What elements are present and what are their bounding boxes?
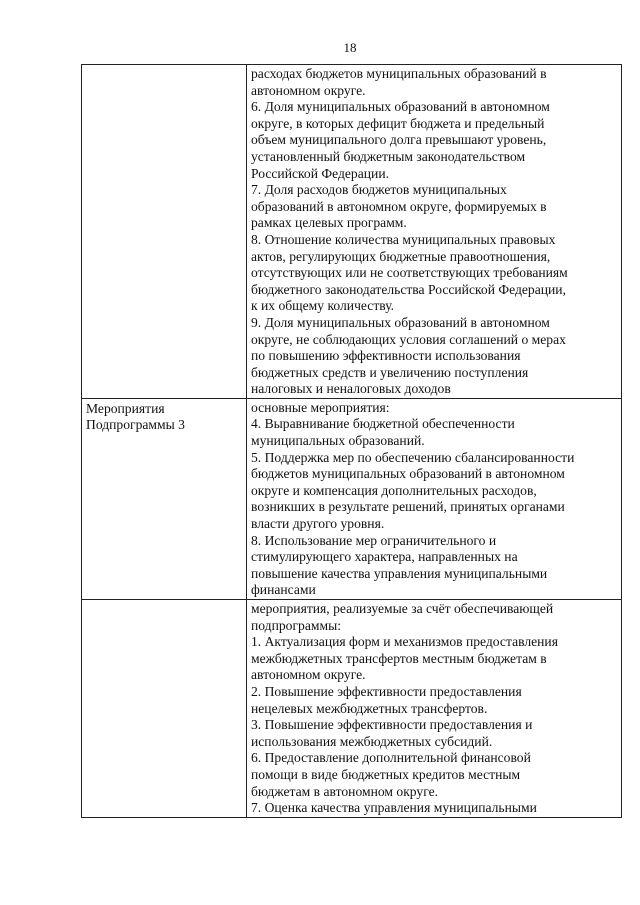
row-content-line: 2. Повышение эффективности предоставления [251, 683, 522, 699]
row-content-cell [247, 65, 622, 399]
row-label-cell [82, 600, 247, 818]
row-content-line: бюджетов муниципальных образований в автономном [251, 466, 565, 482]
row-content-line: бюджетного законодательства Российской Федерации, [251, 281, 566, 297]
row-content-line: 8. Использование мер ограничительного и [251, 532, 497, 548]
row-content-line: стимулирующего характера, направленных на [251, 549, 518, 565]
row-content-line: подпрограммы: [251, 617, 341, 633]
table-row [82, 65, 622, 399]
row-content-line: автономном округе. [251, 667, 366, 683]
row-label-cell [82, 398, 247, 599]
row-content-line: мероприятия, реализуемые за счёт обеспечивающей [251, 601, 554, 616]
row-content-line: межбюджетных трансфертов местным бюджетам в [251, 650, 547, 666]
row-content-line: округе, в которых дефицит бюджета и предельный [251, 115, 545, 131]
row-label-cell [82, 65, 247, 399]
row-content-line: рамках целевых программ. [251, 215, 407, 231]
row-content-line: 9. Доля муниципальных образований в автономном [251, 314, 550, 330]
row-content-line: 5. Поддержка мер по обеспечению сбалансированности [251, 449, 575, 465]
row-content-line: 8. Отношение количества муниципальных правовых [251, 231, 556, 247]
row-content-line: Российской Федерации. [251, 165, 389, 181]
row-content-line: округе, не соблюдающих условия соглашений о мерах [251, 331, 566, 347]
page-number: 18 [343, 40, 357, 55]
row-content-line: налоговых и неналоговых доходов [251, 381, 451, 397]
row-label-line: Мероприятия [86, 400, 165, 416]
row-content-line: бюджетных средств и увеличению поступления [251, 364, 529, 380]
table-row [82, 600, 622, 818]
row-content-line: 6. Предоставление дополнительной финансовой [251, 750, 531, 766]
row-content-line: расходах бюджетов муниципальных образований в [251, 66, 547, 81]
row-content-line: отсутствующих или не соответствующих требованиям [251, 265, 568, 281]
row-content-line: использования межбюджетных субсидий. [251, 733, 493, 749]
row-content-line: образований в автономном округе, формируемых в [251, 198, 547, 214]
table-body [82, 65, 622, 818]
row-content-line: актов, регулирующих бюджетные правоотношения, [251, 248, 551, 264]
row-content-line: муниципальных образований. [251, 433, 425, 449]
row-content-line: к их общему количеству. [251, 298, 395, 314]
row-content-line: 4. Выравнивание бюджетной обеспеченности [251, 416, 515, 432]
row-content-cell [247, 600, 622, 818]
row-content-line: установленный бюджетным законодательством [251, 148, 526, 164]
row-content-line: помощи в виде бюджетных кредитов местным [251, 766, 521, 782]
row-content-line: объем муниципального долга превышают уровень, [251, 132, 547, 148]
row-content-line: власти другого уровня. [251, 516, 385, 532]
row-content-line: 7. Оценка качества управления муниципальными [251, 800, 537, 816]
row-content-line: округе и компенсация дополнительных расходов, [251, 482, 537, 498]
row-content-line: по повышению эффективности использования [251, 348, 521, 364]
row-content-line: бюджетам в автономном округе. [251, 783, 439, 799]
row-content-line: возникших в результате решений, принятых органами [251, 499, 565, 515]
row-content-line: финансами [251, 582, 316, 598]
program-table [81, 64, 622, 818]
row-content-line: нецелевых межбюджетных трансфертов. [251, 700, 488, 716]
table-row [82, 398, 622, 599]
row-content-cell [247, 398, 622, 599]
row-content-line: 3. Повышение эффективности предоставления и [251, 717, 533, 733]
row-content-line: 1. Актуализация форм и механизмов предоставления [251, 634, 558, 650]
row-label-line: Подпрограммы 3 [86, 417, 185, 433]
row-content-line: 6. Доля муниципальных образований в автономном [251, 99, 550, 115]
row-content-line: повышение качества управления муниципальными [251, 565, 548, 581]
row-content-line: автономном округе. [251, 82, 366, 98]
row-content-line: основные мероприятия: [251, 399, 390, 415]
row-content-line: 7. Доля расходов бюджетов муниципальных [251, 182, 507, 198]
